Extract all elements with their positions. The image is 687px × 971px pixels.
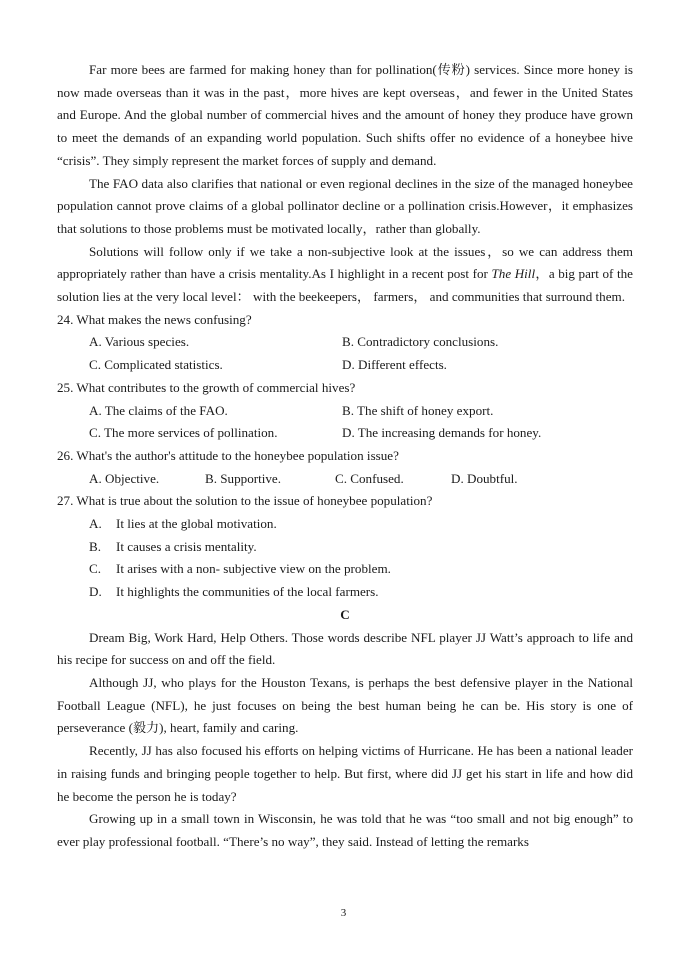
passage-c-paragraph-3: Recently, JJ has also focused his efforts on helping victims of Hurricane. He has been a national leader in raising funds and bringing people together to help. But first, where did JJ get his start in life and how did he become the person he is today? (57, 743, 633, 804)
q27-option-b-letter: B. (89, 538, 102, 554)
page-number: 3 (340, 907, 347, 919)
q27-option-c-letter: C. (89, 561, 102, 577)
q26-option-a: A. Objective. (89, 470, 160, 486)
question-27-options (57, 513, 633, 604)
q26-option-b: B. Supportive. (205, 470, 282, 486)
question-24-options (57, 331, 633, 376)
q26-option-c: C. Confused. (335, 470, 404, 486)
passage-b-paragraph-3 (57, 241, 633, 309)
q24-option-b: B. Contradictory conclusions. (342, 334, 499, 350)
q27-option-d-letter: D. (89, 584, 102, 600)
paragraph-3-text-start: Solutions will follow only if we take a non-subjective look at the issues，so we can address them appropriately rather than have a crisis mentality.As I highlight in a recent post for (57, 243, 633, 282)
passage-b-paragraph-1: Far more bees are farmed for making honey than for pollination(传粉) services. Since more honey is now made overseas than it was in the past，more hives are kept overseas，and fewer in the United States and Europe. And the global number of commercial hives and the amount of honey they produce have grown to meet the demands of an expanding world population. Such shifts offer no evidence of a honeybee hive “crisis”. They simply represent the market forces of supply and demand. (57, 62, 633, 168)
question-26-stem: 26. What's the author's attitude to the honeybee population issue? (57, 447, 399, 463)
exam-page (57, 59, 633, 854)
q27-option-a-text: It lies at the global motivation. (116, 516, 277, 532)
q27-option-b-text: It causes a crisis mentality. (116, 538, 257, 554)
q25-option-c: C. The more services of pollination. (89, 425, 278, 441)
question-24-stem: 24. What makes the news confusing? (57, 311, 252, 327)
question-25-options (57, 400, 633, 445)
q25-option-b: B. The shift of honey export. (342, 402, 494, 418)
q24-option-c: C. Complicated statistics. (89, 357, 223, 373)
q27-option-d (89, 581, 633, 604)
q27-option-d-text: It highlights the communities of the local farmers. (116, 584, 379, 600)
q25-option-a: A. The claims of the FAO. (89, 402, 228, 418)
q24-option-d: D. Different effects. (342, 357, 447, 373)
question-25-stem: 25. What contributes to the growth of commercial hives? (57, 379, 356, 395)
passage-c-paragraph-1: Dream Big, Work Hard, Help Others. Those words describe NFL player JJ Watt’s approach to life and his recipe for success on and off the field. (57, 629, 633, 668)
q25-option-d: D. The increasing demands for honey. (342, 425, 542, 441)
q27-option-c (89, 558, 633, 581)
the-hill-title: The Hill (491, 266, 536, 282)
passage-b-paragraph-2: The FAO data also clarifies that national or even regional declines in the size of the managed honeybee population cannot prove claims of a global pollinator decline or a pollination crisis.However，it emphasizes that solutions to those problems must be motivated locally，rather than globally. (57, 175, 633, 236)
section-c-heading: C (340, 606, 350, 622)
question-26-options (57, 468, 633, 491)
paragraph-3-text-end: ，a big part of the solution lies at the very local level： with the beekeepers， farmers， and communities that surround them. (57, 266, 633, 305)
passage-c-paragraph-4: Growing up in a small town in Wisconsin, he was told that he was “too small and not big enough” to ever play professional football. “There’s no way”, they said. Instead of letting the remarks (57, 811, 633, 849)
question-27-stem: 27. What is true about the solution to the issue of honeybee population? (57, 493, 433, 509)
q27-option-c-text: It arises with a non- subjective view on the problem. (116, 561, 391, 577)
q24-option-a: A. Various species. (89, 334, 190, 350)
q27-option-a (89, 513, 633, 536)
passage-c-paragraph-2: Although JJ, who plays for the Houston Texans, is perhaps the best defensive player in the National Football League (NFL), he just focuses on being the best human being he can be. His story is one of perseverance (毅力), heart, family and caring. (57, 674, 633, 736)
q27-option-b (89, 536, 633, 559)
q26-option-d: D. Doubtful. (451, 470, 518, 486)
q27-option-a-letter: A. (89, 516, 102, 532)
